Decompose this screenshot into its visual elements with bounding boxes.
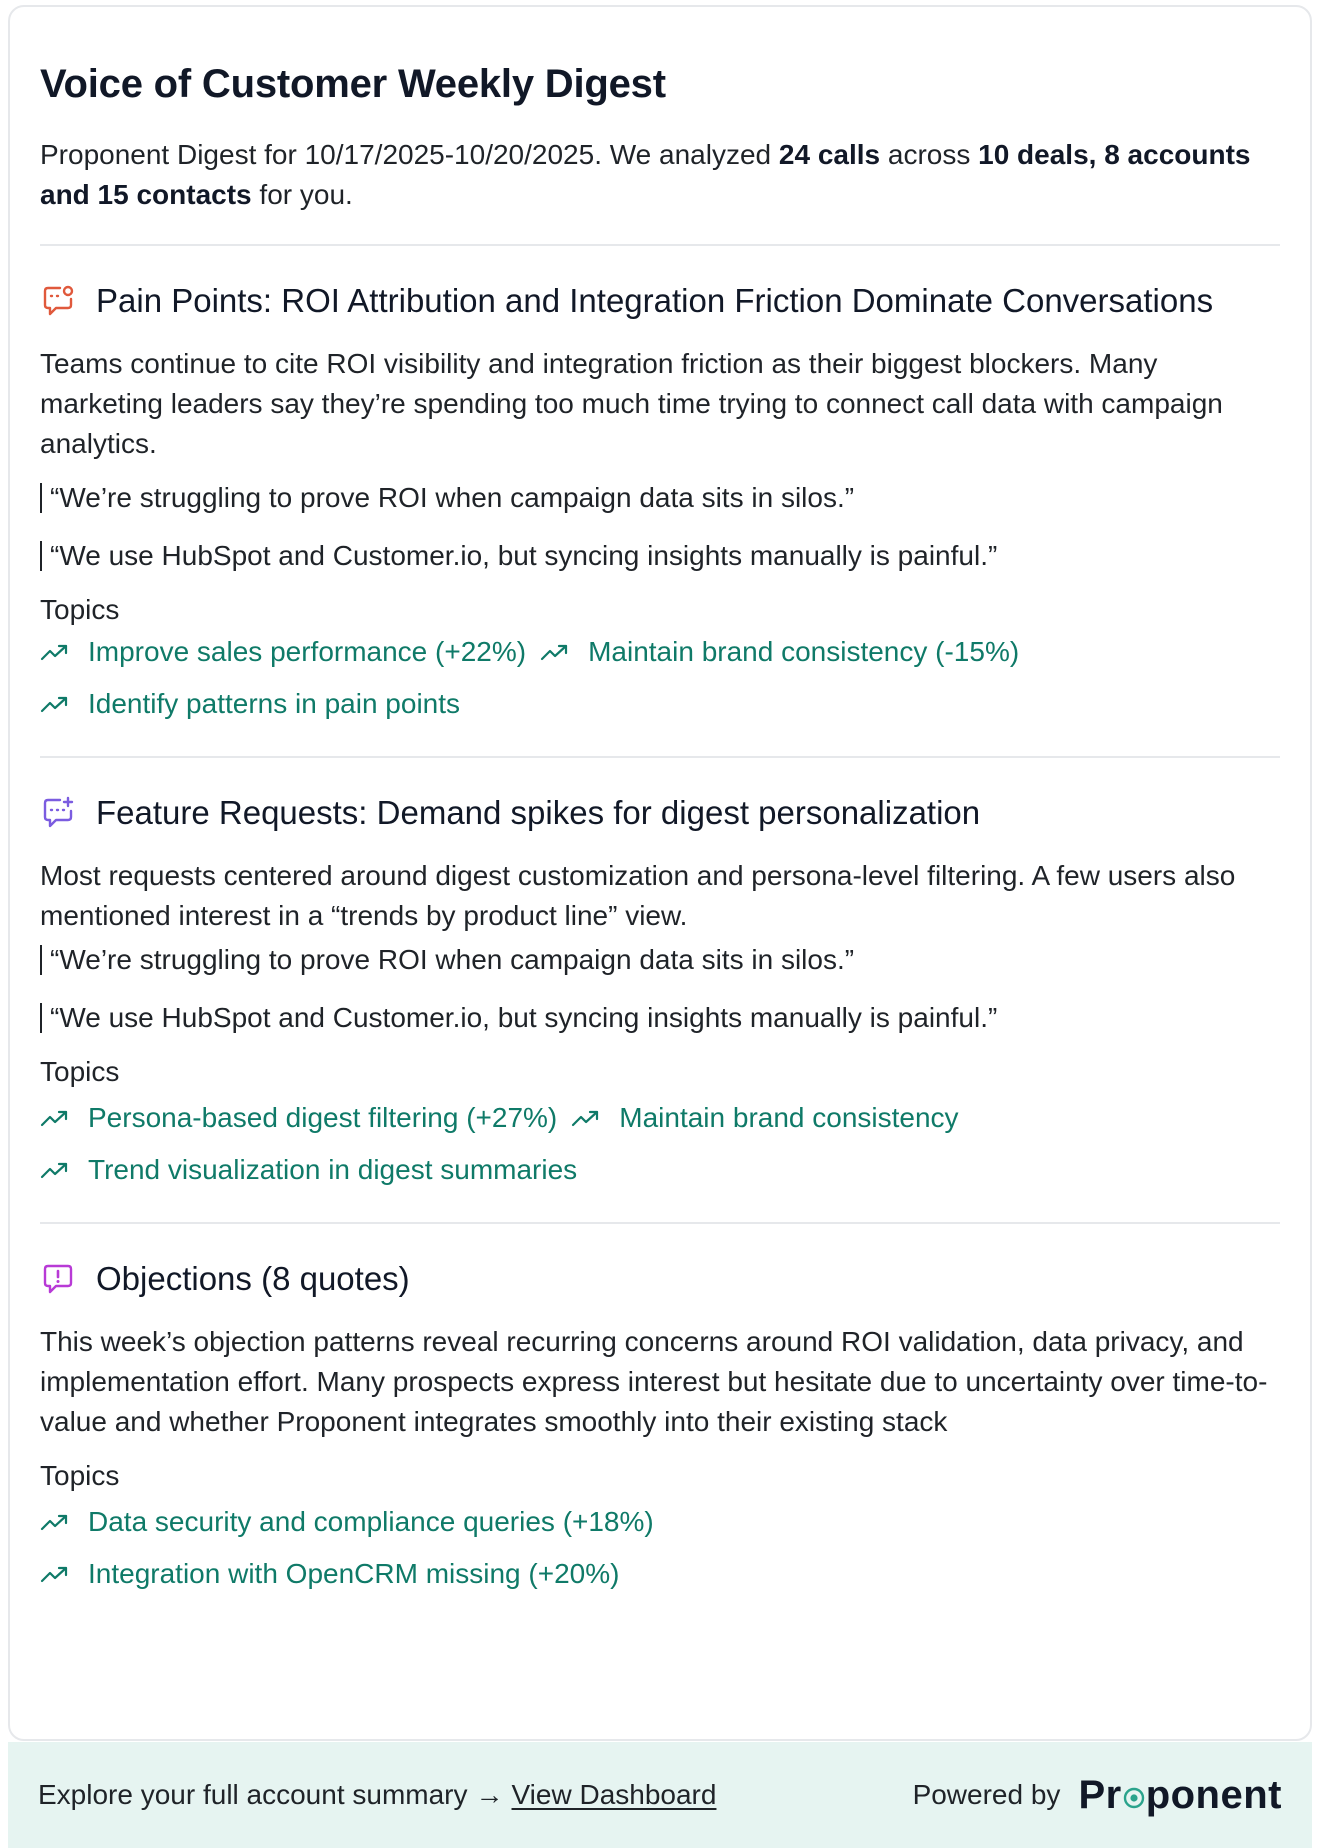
brand-end: ponent: [1145, 1772, 1282, 1817]
arrow-right-icon: →: [475, 1779, 504, 1810]
quote-bar: [40, 945, 42, 975]
quote: [40, 536, 1280, 576]
topic-row: [40, 630, 1280, 674]
topic-label: Integration with OpenCRM missing (+20%): [88, 1558, 620, 1589]
section-title: Feature Requests: Demand spikes for digest personalization: [96, 794, 981, 831]
explore-text: Explore your full account summary: [38, 1779, 468, 1810]
chat-sparkle-icon: [40, 795, 76, 831]
digest-intro: [40, 135, 1280, 215]
section-header: [40, 276, 1280, 326]
intro-entities: 10 deals, 8 accounts and 15 contacts: [40, 139, 1251, 210]
topic-row: [40, 682, 1280, 726]
logo-target-icon: [1123, 1787, 1145, 1809]
topic-row: [40, 1096, 1280, 1140]
topic-link[interactable]: [571, 1098, 958, 1138]
trending-up-icon: [40, 1563, 70, 1585]
topic-label: Maintain brand consistency (-15%): [588, 636, 1020, 667]
footer-brand: [913, 1773, 1282, 1818]
section-objections: [40, 1254, 1280, 1596]
quote: [40, 998, 1280, 1038]
topic-row: [40, 1148, 1280, 1192]
quote-text: “We use HubSpot and Customer.io, but syncing insights manually is painful.”: [50, 1002, 998, 1033]
topic-link[interactable]: [40, 1502, 654, 1542]
quote-text: “We use HubSpot and Customer.io, but syncing insights manually is painful.”: [50, 540, 998, 571]
intro-prefix: Proponent Digest for 10/17/2025-10/20/2025. We analyzed: [40, 139, 779, 170]
topic-row: [40, 1500, 1280, 1544]
section-title: Pain Points: ROI Attribution and Integration Friction Dominate Conversations: [96, 282, 1214, 319]
divider: [40, 1222, 1280, 1224]
topic-link[interactable]: [40, 1554, 619, 1594]
quote-bar: [40, 541, 42, 571]
chat-alert-icon: [40, 283, 76, 319]
intro-calls: 24 calls: [778, 139, 881, 170]
topic-link[interactable]: [540, 632, 1019, 672]
topics-label: Topics: [40, 594, 120, 625]
topic-row: [40, 1552, 1280, 1596]
quote: [40, 940, 1280, 980]
digest-title: Voice of Customer Weekly Digest: [40, 62, 666, 106]
section-summary: Most requests centered around digest customization and persona-level filtering. A few users also mentioned interest in a “trends by product line” view.: [40, 860, 1236, 931]
chat-exclamation-icon: [40, 1261, 76, 1297]
trending-up-icon: [40, 1511, 70, 1533]
topic-label: Maintain brand consistency: [619, 1102, 959, 1133]
digest-footer: [8, 1742, 1312, 1848]
digest-card: [8, 5, 1312, 1741]
view-dashboard-link[interactable]: View Dashboard: [511, 1779, 717, 1810]
trending-up-icon: [571, 1107, 601, 1129]
proponent-logo: [1078, 1773, 1282, 1818]
topic-label: Identify patterns in pain points: [88, 688, 461, 719]
quote-text: “We’re struggling to prove ROI when campaign data sits in silos.”: [50, 944, 855, 975]
powered-by-text: Powered by: [912, 1779, 1061, 1810]
topic-label: Data security and compliance queries (+18%): [88, 1506, 654, 1537]
trending-up-icon: [40, 641, 70, 663]
topic-label: Persona-based digest filtering (+27%): [88, 1102, 558, 1133]
intro-middle: across: [880, 139, 979, 170]
section-header: [40, 1254, 1280, 1304]
section-summary: Teams continue to cite ROI visibility and integration friction as their biggest blockers. Many marketing leaders say they’re spending too much time trying to connect call data with campaign analytics.: [40, 348, 1223, 459]
trending-up-icon: [40, 693, 70, 715]
quote-bar: [40, 1003, 42, 1033]
trending-up-icon: [540, 641, 570, 663]
section-header: [40, 788, 1280, 838]
intro-suffix: for you.: [251, 179, 353, 210]
topic-link[interactable]: [40, 1150, 577, 1190]
quote: [40, 478, 1280, 518]
topic-label: Improve sales performance (+22%): [88, 636, 527, 667]
topic-link[interactable]: [40, 684, 460, 724]
topics-label: Topics: [40, 1460, 120, 1491]
topic-link[interactable]: [40, 632, 526, 672]
topics-label: Topics: [40, 1056, 120, 1087]
divider: [40, 756, 1280, 758]
trending-up-icon: [40, 1159, 70, 1181]
topic-label: Trend visualization in digest summaries: [88, 1154, 578, 1185]
trending-up-icon: [40, 1107, 70, 1129]
topic-link[interactable]: [40, 1098, 557, 1138]
brand-start: Pr: [1078, 1772, 1122, 1817]
quote-text: “We’re struggling to prove ROI when campaign data sits in silos.”: [50, 482, 855, 513]
section-title: Objections (8 quotes): [96, 1260, 410, 1297]
quote-bar: [40, 483, 42, 513]
footer-cta: [38, 1779, 716, 1811]
section-feature-requests: [40, 788, 1280, 1192]
divider: [40, 244, 1280, 246]
section-summary: This week’s objection patterns reveal recurring concerns around ROI validation, data privacy, and implementation effort. Many prospects express interest but hesitate due to uncertainty over time-to-value and whether Proponent integrates smoothly into their existing stack: [40, 1326, 1268, 1437]
section-pain-points: [40, 276, 1280, 726]
